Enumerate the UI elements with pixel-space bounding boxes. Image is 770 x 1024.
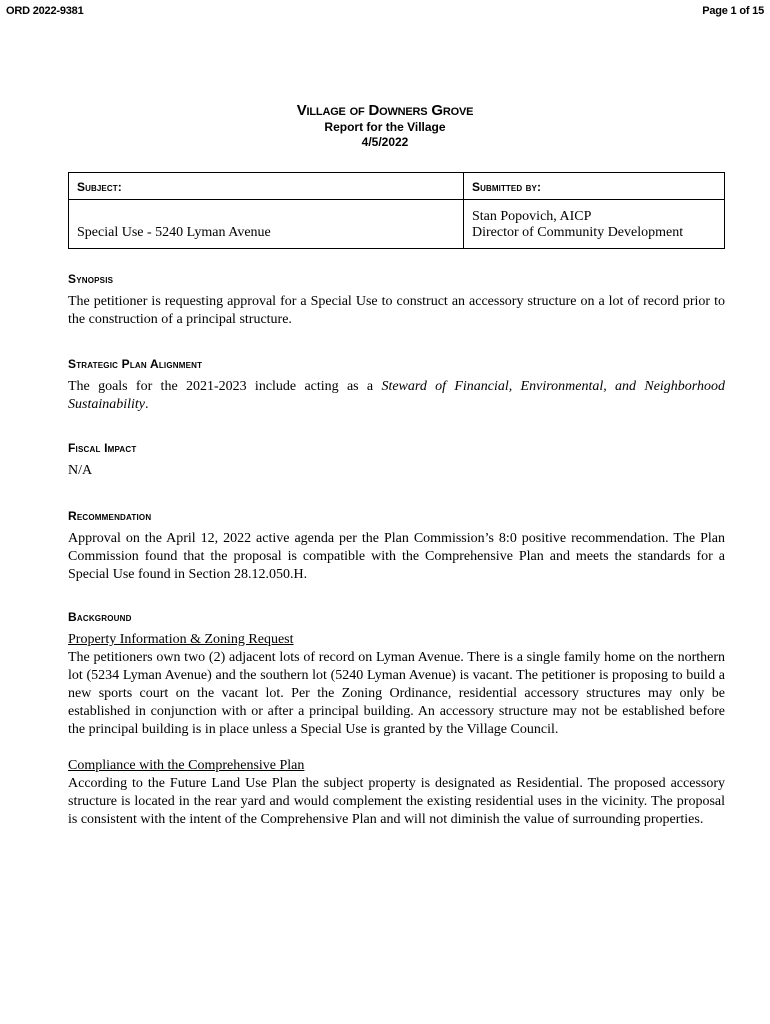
- background-heading: Background: [68, 610, 132, 624]
- comprehensive-plan-text: According to the Future Land Use Plan the subject property is designated as Residential. The proposed accessory structure is located in the rear yard and would complement the existing residential uses in the vicinity. The proposal is consistent with the intent of the Comprehensive Plan and will not diminish the value of surrounding properties.: [68, 776, 725, 827]
- synopsis-heading: Synopsis: [68, 272, 114, 286]
- ordinance-number: ORD 2022-9381: [6, 5, 84, 17]
- fiscal-text: N/A: [68, 463, 93, 478]
- report-date: 4/5/2022: [361, 135, 409, 149]
- strategic-text-before: The goals for the 2021-2023 include acting as a: [68, 379, 382, 394]
- strategic-text: [68, 378, 725, 414]
- property-info-subheading: Property Information & Zoning Request: [68, 632, 294, 647]
- strategic-heading: Strategic Plan Alignment: [68, 357, 203, 371]
- strategic-text-after: .: [145, 397, 149, 412]
- strategic-text-italic: Steward of Financial, Environmental, and Neighborhood Sustainability: [68, 379, 725, 412]
- strategic-section: [68, 357, 725, 414]
- page-title: Village of Downers Grove: [296, 102, 474, 119]
- comprehensive-plan-subheading: Compliance with the Comprehensive Plan: [68, 758, 305, 773]
- subject-label: Subject:: [77, 180, 122, 194]
- subject-value: Special Use - 5240 Lyman Avenue: [77, 225, 271, 240]
- synopsis-section: [68, 272, 725, 329]
- report-subtitle: Report for the Village: [324, 120, 446, 134]
- recommendation-text: Approval on the April 12, 2022 active agenda per the Plan Commission’s 8:0 positive recommendation. The Plan Commission found that the proposal is compatible with the Comprehensive Plan and meets the standards for a Special Use found in Section 28.12.050.H.: [68, 531, 725, 582]
- title-block: [0, 102, 770, 149]
- page-indicator: Page 1 of 15: [702, 5, 764, 17]
- recommendation-heading: Recommendation: [68, 509, 152, 523]
- submitter-name: Stan Popovich, AICP: [472, 209, 592, 224]
- fiscal-heading: Fiscal Impact: [68, 441, 137, 455]
- background-section: [68, 610, 725, 829]
- fiscal-section: [68, 441, 725, 480]
- synopsis-text: The petitioner is requesting approval for a Special Use to construct an accessory structure on a lot of record prior to the construction of a principal structure.: [68, 294, 725, 327]
- info-table: [68, 172, 725, 249]
- property-info-text: The petitioners own two (2) adjacent lots of record on Lyman Avenue. There is a single family home on the northern lot (5234 Lyman Avenue) and the southern lot (5240 Lyman Avenue) is vacant. The petitioner is proposing to build a new sports court on the vacant lot. Per the Zoning Ordinance, residential accessory structures may only be established in conjunction with or after a principal building. An accessory structure may not be established before the principal building is in place unless a Special Use is granted by the Village Council.: [68, 650, 725, 737]
- submitted-by-label: Submitted by:: [472, 180, 542, 194]
- recommendation-section: [68, 509, 725, 584]
- submitter-title: Director of Community Development: [472, 225, 684, 240]
